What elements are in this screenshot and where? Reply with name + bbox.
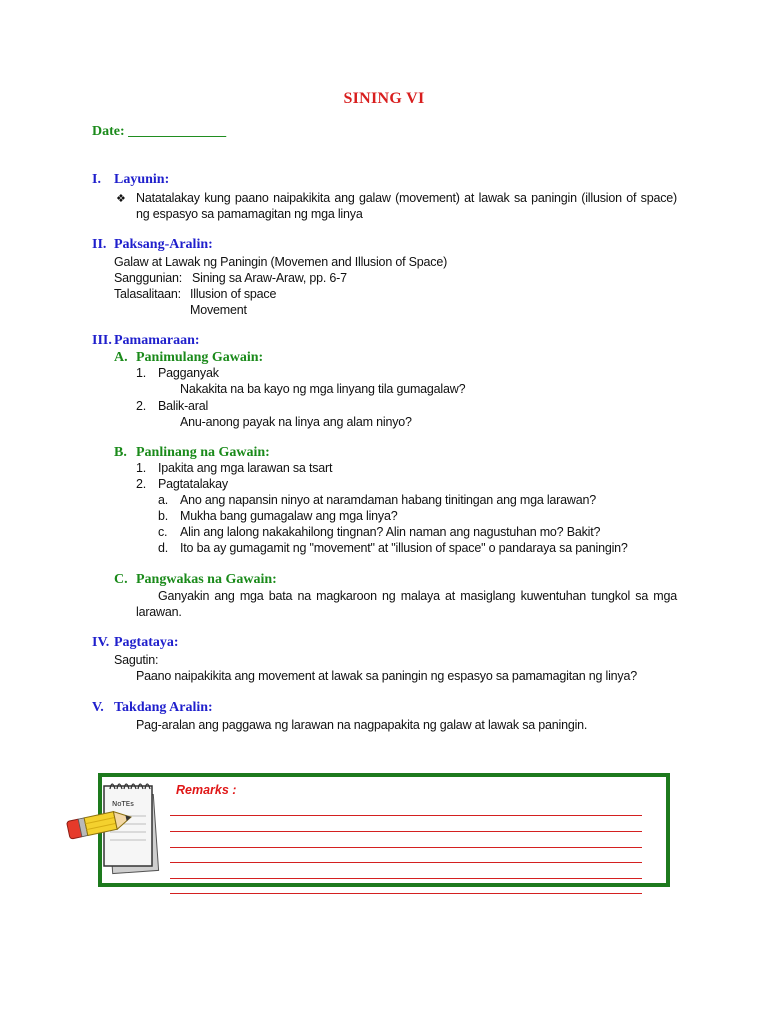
assignment-text: Pag-aralan ang paggawa ng larawan na nagpapakita ng galaw at lawak sa paningin. xyxy=(136,718,588,732)
sub-item-text: Ito ba ay gumagamit ng "movement" at "illusion of space" o pandaraya sa paningin? xyxy=(180,541,628,555)
remarks-line xyxy=(170,831,642,832)
sub-item-letter: c. xyxy=(158,525,168,539)
list-item-number: 2. xyxy=(136,477,147,491)
section-ii-label: Paksang-Aralin: xyxy=(114,237,213,252)
vocabulary-item-1: Illusion of space xyxy=(190,287,277,301)
date-field: Date: ______________ xyxy=(92,124,227,139)
remarks-label: Remarks : xyxy=(176,783,237,797)
remarks-line xyxy=(170,878,642,879)
section-i-number: I. xyxy=(92,172,101,187)
subsection-a-label: Panimulang Gawain: xyxy=(136,350,264,365)
section-v-label: Takdang Aralin: xyxy=(114,700,213,715)
vocabulary-label: Talasalitaan: xyxy=(114,287,181,301)
sub-item-text: Alin ang lalong nakakahilong tingnan? Alin naman ang nagustuhan mo? Bakit? xyxy=(180,525,601,539)
remarks-line xyxy=(170,862,642,863)
objective-text: Natatalakay kung paano naipakikita ang galaw (movement) at lawak sa paningin (illusion of space) ng espasyo sa pamamagitan ng mga linya xyxy=(136,191,677,221)
closing-activity-text-cont: larawan. xyxy=(136,605,182,619)
section-iv-label: Pagtataya: xyxy=(114,635,179,650)
list-item-number: 1. xyxy=(136,366,147,380)
notes-pad-text: NoTEs xyxy=(112,800,134,808)
subsection-c-label: Pangwakas na Gawain: xyxy=(136,572,277,587)
sub-item-letter: a. xyxy=(158,493,169,507)
sub-item-text: Ano ang napansin ninyo at naramdaman habang tinitingan ang mga larawan? xyxy=(180,493,596,507)
list-item-text: Nakakita na ba kayo ng mga linyang tila gumagalaw? xyxy=(180,382,466,396)
subsection-c-letter: C. xyxy=(114,572,128,587)
sub-item-letter: d. xyxy=(158,541,169,555)
list-item-number: 2. xyxy=(136,399,147,413)
list-item-label: Pagganyak xyxy=(158,366,219,380)
evaluation-question: Paano naipakikita ang movement at lawak sa paningin ng espasyo sa pamamagitan ng linya? xyxy=(136,669,637,683)
section-iii-label: Pamamaraan: xyxy=(114,333,200,348)
page-title: SINING VI xyxy=(343,90,425,107)
reference-value: Sining sa Araw-Araw, pp. 6-7 xyxy=(192,271,347,285)
reference-label: Sanggunian: xyxy=(114,271,183,285)
remarks-line xyxy=(170,847,642,848)
closing-activity-text: Ganyakin ang mga bata na magkaroon ng malaya at masiglang kuwentuhan tungkol sa mga xyxy=(158,589,677,603)
section-ii-number: II. xyxy=(92,237,107,252)
remarks-line xyxy=(170,893,642,894)
vocabulary-item-2: Movement xyxy=(190,303,247,317)
list-item-number: 1. xyxy=(136,461,147,475)
sub-item-text: Mukha bang gumagalaw ang mga linya? xyxy=(180,509,398,523)
section-v-number: V. xyxy=(92,700,104,715)
remarks-line xyxy=(170,815,642,816)
subsection-b-label: Panlinang na Gawain: xyxy=(136,445,270,460)
subsection-b-letter: B. xyxy=(114,445,127,460)
list-item-text: Pagtatalakay xyxy=(158,477,228,491)
subsection-a-letter: A. xyxy=(114,350,128,365)
topic-text: Galaw at Lawak ng Paningin (Movemen and Illusion of Space) xyxy=(114,255,448,269)
sub-item-letter: b. xyxy=(158,509,169,523)
list-item-text: Ipakita ang mga larawan sa tsart xyxy=(158,461,333,475)
section-iii-number: III. xyxy=(92,333,112,348)
section-iv-number: IV. xyxy=(92,635,110,650)
section-i-label: Layunin: xyxy=(114,172,170,187)
diamond-bullet-icon: ❖ xyxy=(116,193,126,205)
evaluation-instruction: Sagutin: xyxy=(114,653,159,667)
notes-pencil-icon xyxy=(54,776,172,884)
list-item-text: Anu-anong payak na linya ang alam ninyo? xyxy=(180,415,412,429)
list-item-label: Balik-aral xyxy=(158,399,209,413)
